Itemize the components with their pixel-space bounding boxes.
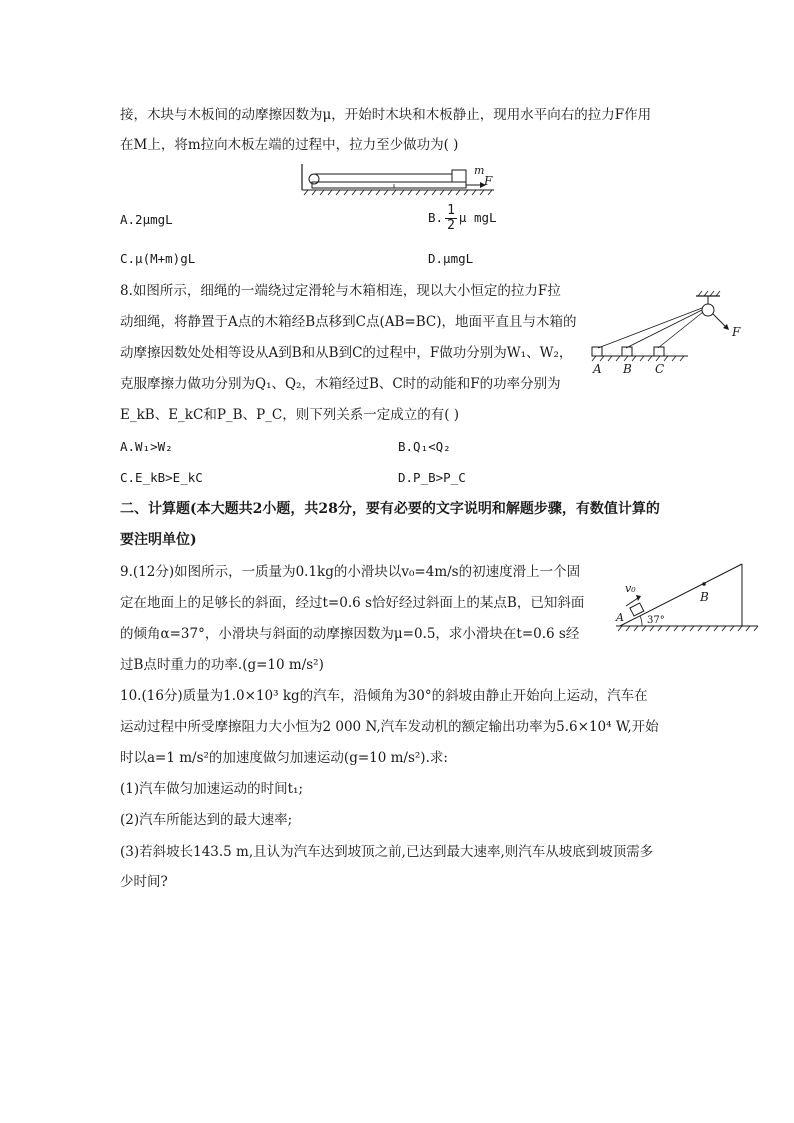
q9-text-line-1: 9.(12分)如图所示，一质量为0.1kg的小滑块以v₀=4m/s的初速度滑上一个固 bbox=[120, 564, 581, 580]
q9-fig-label-A: A bbox=[616, 611, 624, 624]
section-heading-line-1: 二、计算题(本大题共2小题，共28分，要有必要的文字说明和解题步骤，有数值计算的 bbox=[120, 501, 660, 517]
q7-text-line-2: 在M上，将m拉向木板左端的过程中，拉力至少做功为( ) bbox=[120, 137, 459, 153]
q9-text-line-2: 定在地面上的足够长的斜面，经过t=0.6 s恰好经过斜面上的某点B，已知斜面 bbox=[120, 595, 585, 611]
q7-text-line-1: 接，木块与木板间的动摩擦因数为μ，开始时木块和木板静止，现用水平向右的拉力F作用 bbox=[120, 107, 652, 123]
q8-text-line-1: 8.如图所示，细绳的一端绕过定滑轮与木箱相连，现以大小恒定的拉力F拉 bbox=[120, 283, 561, 299]
q8-text-line-2: 动细绳，将静置于A点的木箱经B点移到C点(AB=BC)，地面平直且与木箱的 bbox=[120, 314, 577, 330]
q9-fig-label-v0: v₀ bbox=[625, 582, 636, 595]
q8-fig-label-F: F bbox=[732, 325, 741, 339]
q8-option-d: D.P_B>P_C bbox=[398, 470, 466, 485]
q10-text-line-4: (1)汽车做匀加速运动的时间t₁; bbox=[120, 781, 304, 797]
q9-fig-label-B: B bbox=[700, 590, 709, 604]
q9-fig-label-angle: 37° bbox=[647, 615, 665, 626]
section-heading-line-2: 要注明单位) bbox=[120, 532, 197, 548]
q10-text-line-7: 少时间? bbox=[120, 874, 168, 890]
q9-incline-figure bbox=[614, 558, 764, 636]
q8-option-a: A.W₁>W₂ bbox=[120, 439, 173, 454]
q8-fig-label-C: C bbox=[655, 362, 665, 376]
q7-option-b: B. $\frac{1}{2}$ μ mgL bbox=[428, 203, 497, 233]
q8-option-c: C.E_kB>E_kC bbox=[120, 470, 203, 485]
q10-text-line-6: (3)若斜坡长143.5 m,且认为汽车达到坡顶之前,已达到最大速率,则汽车从坡底到坡顶需多 bbox=[120, 844, 654, 860]
q10-text-line-3: 时以a=1 m/s²的加速度做匀加速运动(g=10 m/s²).求: bbox=[120, 750, 448, 766]
q9-text-line-3: 的倾角α=37°，小滑块与斜面的动摩擦因数为μ=0.5，求小滑块在t=0.6 s经 bbox=[120, 626, 580, 642]
q7-fig-label-F: F bbox=[484, 174, 493, 188]
q8-text-line-5: E_kB、E_kC和P_B、P_C，则下列关系一定成立的有( ) bbox=[120, 407, 460, 423]
q7-fig-label-m: m bbox=[474, 164, 485, 177]
q7-option-a: A.2μmgL bbox=[120, 212, 173, 227]
q7-board-block-figure bbox=[298, 160, 498, 200]
q7-option-d: D.μmgL bbox=[428, 251, 474, 266]
q8-text-line-3: 动摩擦因数处处相等设从A到B和从B到C的过程中，F做功分别为W₁、W₂， bbox=[120, 345, 573, 361]
one-half-fraction: $\frac{1}{2}$ bbox=[447, 203, 455, 233]
q10-text-line-2: 运动过程中所受摩擦阻力大小恒为2 000 N,汽车发动机的额定输出功率为5.6×10⁴ W,开始 bbox=[120, 719, 659, 735]
q8-text-line-4: 克服摩擦力做功分别为Q₁、Q₂，木箱经过B、C时的动能和F的功率分别为 bbox=[120, 376, 561, 392]
q10-text-line-1: 10.(16分)质量为1.0×10³ kg的汽车，沿倾角为30°的斜坡由静止开始向上运动，汽车在 bbox=[120, 688, 648, 704]
q10-text-line-5: (2)汽车所能达到的最大速率; bbox=[120, 812, 293, 828]
q8-fig-label-B: B bbox=[623, 362, 632, 376]
q8-option-b: B.Q₁<Q₂ bbox=[398, 439, 451, 454]
q8-fig-label-A: A bbox=[593, 362, 602, 376]
q9-text-line-4: 过B点时重力的功率.(g=10 m/s²) bbox=[120, 657, 324, 673]
q7-option-c: C.μ(M+m)gL bbox=[120, 251, 196, 266]
